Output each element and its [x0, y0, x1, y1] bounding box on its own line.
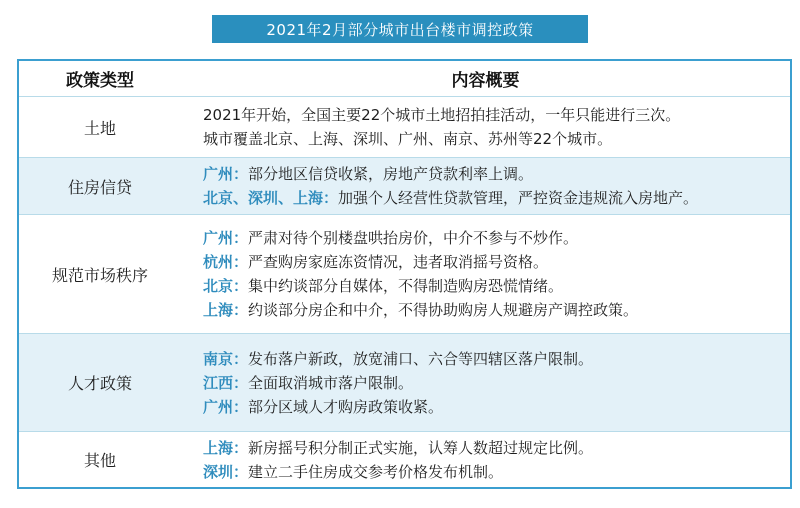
category-cell: 其他	[83, 451, 116, 470]
content-line	[203, 103, 784, 127]
city-label: 江西：	[203, 373, 249, 392]
content-line	[203, 371, 784, 395]
content-line	[203, 460, 784, 484]
table-title: 2021年2月部分城市出台楼市调控政策	[212, 15, 588, 43]
policy-text: 2021年开始，全国主要22个城市土地招拍挂活动，一年只能进行三次。	[203, 106, 681, 124]
city-label: 杭州：	[203, 253, 249, 271]
content-cell	[181, 334, 790, 431]
city-label: 广州：	[203, 397, 249, 416]
content-cell	[181, 215, 790, 333]
content-line	[203, 250, 784, 274]
header-policy-type: 政策类型	[66, 71, 134, 91]
city-label: 广州：	[203, 165, 249, 183]
policy-text: 发布落户新政，放宽浦口、六合等四辖区落户限制。	[248, 349, 594, 368]
header-content-summary: 内容概要	[451, 71, 520, 91]
table-row-land	[19, 97, 790, 158]
city-label: 上海：	[203, 301, 249, 319]
city-label: 上海：	[203, 438, 249, 457]
content-line	[203, 436, 784, 460]
policy-text: 新房摇号积分制正式实施，认筹人数超过规定比例。	[248, 438, 594, 457]
table-row-market-order	[19, 215, 790, 334]
content-line	[203, 162, 784, 186]
policy-text: 建立二手住房成交参考价格发布机制。	[248, 462, 504, 481]
city-label: 深圳：	[203, 462, 249, 481]
content-line	[203, 226, 784, 250]
content-line	[203, 298, 784, 322]
city-label: 北京：	[203, 277, 249, 295]
content-cell	[181, 158, 790, 214]
policy-text: 部分区域人才购房政策收紧。	[248, 397, 444, 416]
category-cell: 人才政策	[67, 374, 132, 393]
city-label: 北京、深圳、上海：	[203, 189, 339, 207]
city-label: 广州：	[203, 229, 249, 247]
city-label: 南京：	[203, 349, 249, 368]
policy-text: 集中约谈部分自媒体，不得制造购房恐慌情绪。	[248, 277, 564, 295]
policy-text: 部分地区信贷收紧，房地产贷款利率上调。	[248, 165, 534, 183]
table-row-housing-credit	[19, 158, 790, 215]
content-line	[203, 347, 784, 371]
policy-table	[17, 59, 792, 489]
content-line	[203, 186, 784, 210]
content-cell	[181, 97, 790, 157]
policy-text: 严肃对待个别楼盘哄抬房价，中介不参与不炒作。	[248, 229, 579, 247]
content-line	[203, 127, 784, 151]
category-cell: 规范市场秩序	[51, 265, 148, 285]
policy-text: 严查购房家庭冻资情况，违者取消摇号资格。	[248, 253, 549, 271]
policy-text: 全面取消城市落户限制。	[248, 373, 414, 392]
table-row-other	[19, 432, 790, 487]
category-cell: 住房信贷	[67, 177, 132, 197]
policy-text: 约谈部分房企和中介，不得协助购房人规避房产调控政策。	[248, 301, 639, 319]
table-row-talent-policy	[19, 334, 790, 432]
content-line	[203, 274, 784, 298]
category-cell: 土地	[83, 118, 116, 138]
table-header	[19, 61, 790, 97]
content-cell	[181, 432, 790, 487]
policy-text: 城市覆盖北京、上海、深圳、广州、南京、苏州等22个城市。	[203, 130, 613, 148]
policy-text: 加强个人经营性贷款管理，严控资金违规流入房地产。	[338, 189, 699, 207]
content-line	[203, 395, 784, 419]
